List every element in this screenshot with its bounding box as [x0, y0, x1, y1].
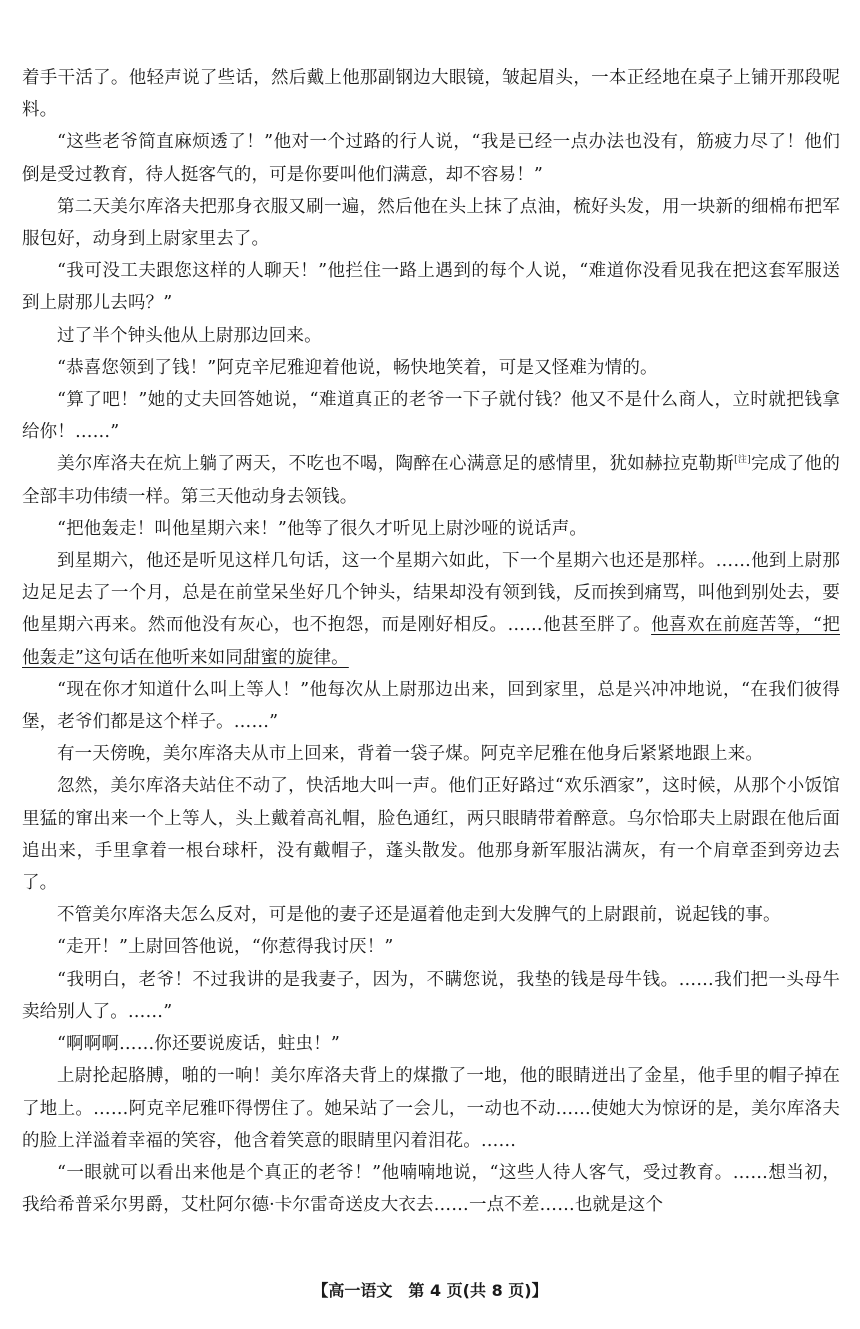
paragraph-14: 不管美尔库洛夫怎么反对，可是他的妻子还是逼着他走到大发脾气的上尉跟前，说起钱的事。 — [57, 905, 781, 926]
paragraph-8-tail: 完成了他的全部丰功伟绩一样。第三天他动身去领钱。 — [22, 454, 840, 507]
underlined-sentence: 他喜欢在前庭苦等，“把他轰走”这句话在他听来如同甜蜜的旋律。 — [22, 615, 840, 668]
paragraph-8 — [22, 448, 840, 512]
paragraph-9: “把他轰走！叫他星期六来！”他等了很久才听见上尉沙哑的说话声。 — [57, 518, 588, 539]
paragraph-5: 过了半个钟头他从上尉那边回来。 — [57, 325, 322, 346]
paragraph-16: “我明白，老爷！不过我讲的是我妻子，因为，不瞒您说，我垫的钱是母牛钱。……我们把一头母牛卖给别人了。……” — [22, 969, 840, 1022]
page-footer: 【高一语文 第 4 页(共 8 页)】 — [312, 1281, 548, 1300]
paragraph-18: 上尉抡起胳膊，啪的一响！美尔库洛夫背上的煤撒了一地，他的眼睛迸出了金星，他手里的帽子掉在了地上。……阿克辛尼雅吓得愣住了。她呆站了一会儿，一动也不动……使她大为惊讶的是，美尔库洛夫的脸上洋溢着幸福的笑容，他含着笑意的眼睛里闪着泪花。…… — [22, 1066, 840, 1151]
paragraph-1: 着手干活了。他轻声说了些话，然后戴上他那副钢边大眼镜，皱起眉头，一本正经地在桌子上铺开那段呢料。 — [22, 68, 840, 121]
paragraph-4: “我可没工夫跟您这样的人聊天！”他拦住一路上遇到的每个人说，“难道你没看见我在把这套军服送到上尉那儿去吗？” — [22, 261, 840, 314]
paragraph-11: “现在你才知道什么叫上等人！”他每次从上尉那边出来，回到家里，总是兴冲冲地说，“在我们彼得堡，老爷们都是这个样子。……” — [22, 679, 840, 733]
paragraph-2: “这些老爷简直麻烦透了！”他对一个过路的行人说，“我是已经一点办法也没有，筋疲力尽了！他们倒是受过教育，待人挺客气的，可是你要叫他们满意，却不容易！” — [22, 132, 840, 185]
paragraph-10 — [22, 545, 840, 674]
paragraph-15: “走开！”上尉回答他说，“你惹得我讨厌！” — [57, 937, 394, 958]
paragraph-8-text: 美尔库洛夫在炕上躺了两天，不吃也不喝，陶醉在心满意足的感情里，犹如赫拉克勒斯 — [57, 454, 735, 475]
paragraph-13: 忽然，美尔库洛夫站住不动了，快活地大叫一声。他们正好路过“欢乐酒家”，这时候，从那个小饭馆里猛的窜出来一个上等人，头上戴着高礼帽，脸色通红，两只眼睛带着醉意。乌尔恰耶夫上尉跟在他后面追出来，手里拿着一根台球杆，没有戴帽子，蓬头散发。他那身新军服沾满灰，有一个肩章歪到旁边去了。 — [22, 776, 840, 894]
paragraph-10-text: 到星期六，他还是听见这样几句话，这一个星期六如此，下一个星期六也还是那样。……他到上尉那边足足去了一个月，总是在前堂呆坐好几个钟头，结果却没有领到钱，反而挨到痛骂，叫他到别处去，要他星期六再来。然而他没有灰心，也不抱怨，而是刚好相反。……他甚至胖了。 — [22, 551, 840, 636]
paragraph-7: “算了吧！”她的丈夫回答她说，“难道真正的老爷一下子就付钱？他又不是什么商人，立时就把钱拿给你！……” — [22, 390, 840, 443]
footnote-marker: [注] — [734, 455, 751, 466]
paragraph-19: “一眼就可以看出来他是个真正的老爷！”他喃喃地说，“这些人待人客气，受过教育。……想当初，我给希普采尔男爵，艾杜阿尔德·卡尔雷奇送皮大衣去……一点不差……也就是这个 — [22, 1162, 840, 1216]
paragraph-6: “恭喜您领到了钱！”阿克辛尼雅迎着他说，畅快地笑着，可是又怪难为情的。 — [57, 357, 658, 378]
page-body — [22, 62, 840, 1221]
paragraph-17: “啊啊啊……你还要说废话，蛀虫！” — [57, 1034, 340, 1055]
paragraph-12: 有一天傍晚，美尔库洛夫从市上回来，背着一袋子煤。阿克辛尼雅在他身后紧紧地跟上来。 — [57, 744, 763, 765]
paragraph-3: 第二天美尔库洛夫把那身衣服又刷一遍，然后他在头上抹了点油，梳好头发，用一块新的细棉布把军服包好，动身到上尉家里去了。 — [22, 196, 840, 250]
